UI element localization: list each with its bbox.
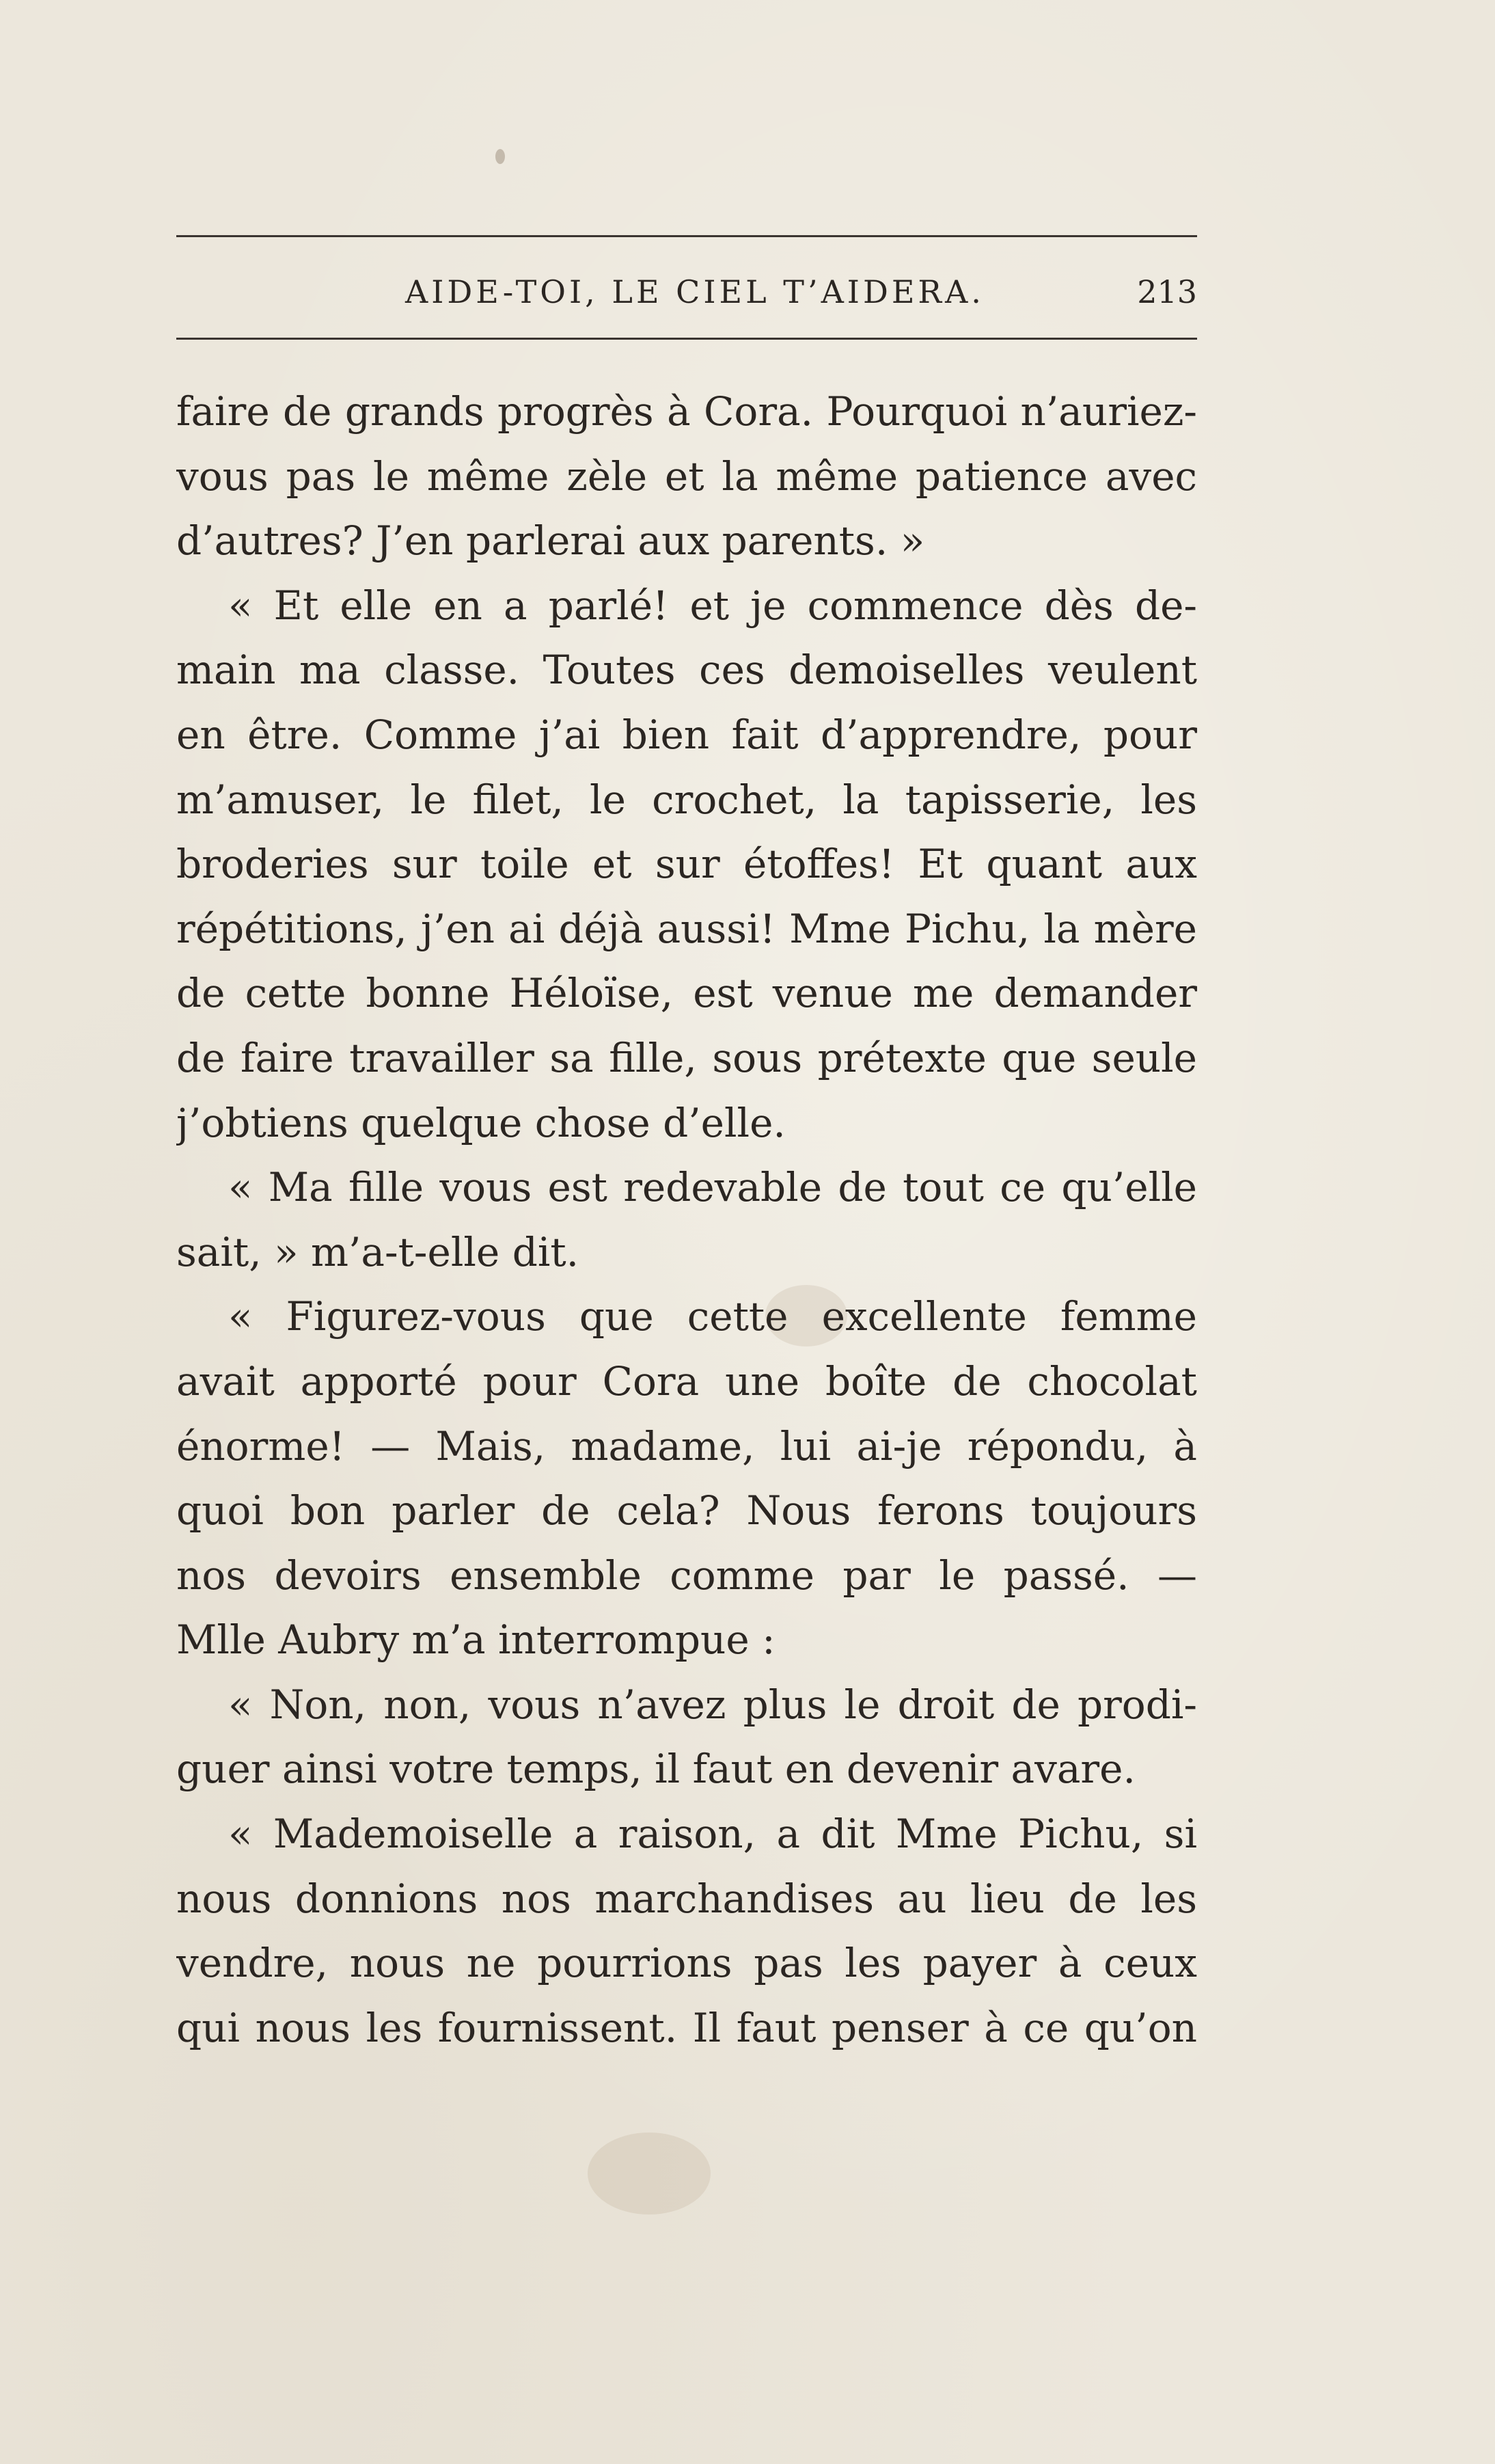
page-number: 213 (1137, 273, 1197, 310)
text-line: m’amuser, le filet, le crochet, la tapisserie, les (176, 776, 1197, 823)
text-line: « Figurez-vous que cette excellente femme (228, 1293, 1197, 1340)
header-rule-top (176, 235, 1197, 237)
text-line: vous pas le même zèle et la même patience avec (176, 452, 1197, 500)
text-line: faire de grands progrès à Cora. Pourquoi n’auriez- (176, 388, 1197, 435)
text-line: guer ainsi votre temps, il faut en devenir avare. (176, 1746, 1136, 1793)
text-line: vendre, nous ne pourrions pas les payer à ceux (176, 1940, 1197, 1987)
text-line: d’autres? J’en parlerai aux parents. » (176, 517, 925, 565)
text-line: broderies sur toile et sur étoffes! Et quant aux (176, 841, 1197, 888)
text-line: Mlle Aubry m’a interrompue : (176, 1616, 776, 1664)
text-line: nos devoirs ensemble comme par le passé. — (176, 1552, 1197, 1599)
text-line: sait, » m’a-t-elle dit. (176, 1228, 579, 1275)
body-text (176, 379, 1197, 2060)
text-line: de cette bonne Héloïse, est venue me demander (176, 970, 1197, 1017)
text-line: « Mademoiselle a raison, a dit Mme Pichu, si (228, 1811, 1197, 1858)
header-rule-bottom (176, 338, 1197, 340)
text-line: j’obtiens quelque chose d’elle. (176, 1099, 786, 1146)
text-line: nous donnions nos marchandises au lieu de les (176, 1875, 1197, 1922)
text-line: en être. Comme j’ai bien fait d’apprendre, pour (176, 711, 1197, 758)
running-title: AIDE-TOI, LE CIEL T’AIDERA. (405, 273, 985, 310)
text-line: « Non, non, vous n’avez plus le droit de prodi- (228, 1681, 1197, 1728)
text-line: main ma classe. Toutes ces demoiselles veulent (176, 647, 1197, 694)
text-line: avait apporté pour Cora une boîte de chocolat (176, 1357, 1197, 1405)
running-head (176, 268, 1197, 316)
text-line: « Et elle en a parlé! et je commence dès de- (228, 582, 1197, 629)
text-line: de faire travailler sa fille, sous prétexte que seule (176, 1034, 1197, 1081)
text-line: répétitions, j’en ai déjà aussi! Mme Pichu, la mère (176, 905, 1197, 952)
text-line: énorme! — Mais, madame, lui ai-je répondu, à (176, 1422, 1197, 1470)
text-line: quoi bon parler de cela? Nous ferons toujours (176, 1487, 1197, 1534)
text-line: qui nous les fournissent. Il faut penser à ce qu’on (176, 2004, 1197, 2051)
paper-stain (495, 149, 505, 164)
text-line: « Ma fille vous est redevable de tout ce qu’elle (228, 1164, 1197, 1211)
paper-stain (588, 2133, 711, 2215)
